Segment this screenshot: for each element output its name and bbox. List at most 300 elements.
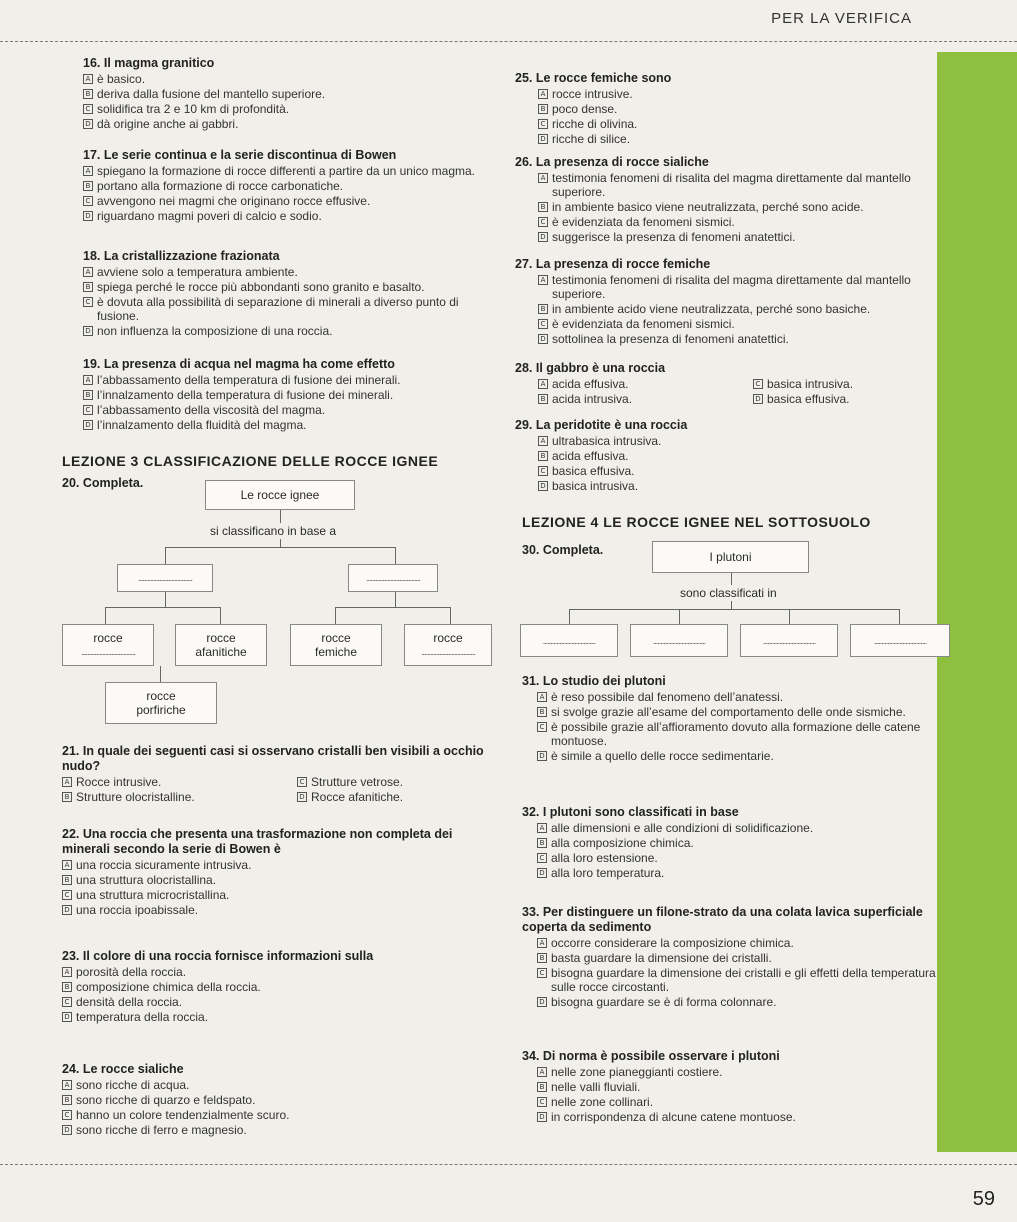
question-32 [522, 805, 932, 880]
option-b[interactable] [62, 790, 297, 804]
option-a[interactable] [537, 936, 962, 950]
question-title: 17. Le serie continua e la serie discontinua di Bowen [83, 148, 397, 162]
option-letter-box[interactable]: A [83, 166, 93, 176]
options [515, 273, 915, 346]
question-title: 22. Una roccia che presenta una trasformazione non completa dei minerali secondo la serie di Bowen è [62, 827, 453, 856]
option-text: basta guardare la dimensione dei cristalli. [551, 951, 772, 965]
option-letter-box[interactable]: A [537, 692, 547, 702]
option-text: riguardano magmi poveri di calcio e sodio. [97, 209, 322, 223]
connector-line [105, 607, 106, 624]
options [515, 87, 915, 146]
question-title: 18. La cristallizzazione frazionata [83, 249, 280, 263]
option-text: acida effusiva. [552, 449, 629, 463]
question-title: 25. Le rocce femiche sono [515, 71, 672, 85]
option-letter-box[interactable]: D [297, 792, 307, 802]
options [62, 858, 502, 917]
option-text: una roccia ipoabissale. [76, 903, 199, 917]
option-text: spiegano la formazione di rocce differenti a partire da un unico magma. [97, 164, 475, 178]
option-letter-box[interactable]: C [83, 196, 93, 206]
option-text: ricche di olivina. [552, 117, 638, 131]
option-letter-box[interactable]: A [83, 74, 93, 84]
option-text: in ambiente acido viene neutralizzata, perché sono basiche. [552, 302, 871, 316]
option-text: ricche di silice. [552, 132, 631, 146]
option-letter-box[interactable]: A [538, 379, 548, 389]
question-title: 33. Per distinguere un filone-strato da una colata lavica superficiale coperta da sedimento [522, 905, 923, 934]
option-b[interactable] [538, 449, 915, 463]
option-text: deriva dalla fusione del mantello superiore. [97, 87, 326, 101]
option-b[interactable] [62, 980, 502, 994]
option-letter-box[interactable]: C [83, 297, 93, 307]
option-letter-box[interactable]: B [62, 792, 72, 802]
option-letter-box[interactable]: D [62, 1012, 72, 1022]
option-d[interactable] [538, 332, 915, 346]
option-letter-box[interactable]: D [538, 232, 548, 242]
option-d[interactable] [83, 418, 503, 432]
option-letter-box[interactable]: B [83, 181, 93, 191]
option-letter-box[interactable]: C [538, 119, 548, 129]
connector-line [569, 609, 899, 610]
option-letter-box[interactable]: B [538, 304, 548, 314]
option-letter-box[interactable]: C [537, 1097, 547, 1107]
option-a[interactable] [83, 265, 483, 279]
question-30-title: 30. Completa. [522, 543, 604, 557]
option-letter-box[interactable]: D [537, 1112, 547, 1122]
option-text: in ambiente basico viene neutralizzata, perché sono acide. [552, 200, 864, 214]
option-text: porosità della roccia. [76, 965, 187, 979]
option-letter-box[interactable]: B [538, 451, 548, 461]
option-c[interactable] [538, 464, 915, 478]
connector-line [395, 592, 396, 607]
option-c[interactable] [537, 720, 932, 748]
question-title: 31. Lo studio dei plutoni [522, 674, 666, 688]
option-text: ultrabasica intrusiva. [552, 434, 662, 448]
option-text: basica effusiva. [552, 464, 635, 478]
option-letter-box[interactable]: A [62, 860, 72, 870]
option-letter-box[interactable]: B [83, 390, 93, 400]
option-letter-box[interactable]: D [538, 481, 548, 491]
option-a[interactable] [537, 1065, 942, 1079]
options [83, 72, 503, 131]
option-text: nelle valli fluviali. [551, 1080, 641, 1094]
option-text: una struttura olocristallina. [76, 873, 217, 887]
question-26 [515, 155, 915, 244]
option-d[interactable] [62, 903, 502, 917]
option-letter-box[interactable]: B [83, 282, 93, 292]
connector-line [220, 607, 221, 624]
option-text: occorre considerare la composizione chimica. [551, 936, 794, 950]
option-letter-box[interactable]: D [538, 334, 548, 344]
fill-in-box[interactable] [850, 624, 950, 657]
option-text: avviene solo a temperatura ambiente. [97, 265, 298, 279]
fill-in-box[interactable] [117, 564, 213, 592]
option-d[interactable] [753, 392, 903, 406]
option-b[interactable] [83, 179, 503, 193]
option-a[interactable] [537, 690, 932, 704]
connector-line [280, 510, 281, 523]
option-letter-box[interactable]: C [537, 722, 547, 732]
fill-in-blank[interactable]: .................................... [80, 647, 136, 657]
question-title: 26. La presenza di rocce sialiche [515, 155, 709, 169]
option-a[interactable] [538, 171, 915, 199]
fill-in-blank[interactable]: .................................... [420, 647, 476, 657]
option-a[interactable] [538, 87, 915, 101]
option-b[interactable] [538, 200, 915, 214]
option-letter-box[interactable]: C [538, 466, 548, 476]
fill-in-box[interactable] [740, 624, 838, 657]
option-letter-box[interactable]: D [537, 868, 547, 878]
option-letter-box[interactable]: A [538, 89, 548, 99]
option-letter-box[interactable]: D [537, 751, 547, 761]
fill-in-box[interactable] [348, 564, 438, 592]
option-text: solidifica tra 2 e 10 km di profondità. [97, 102, 290, 116]
option-a[interactable] [62, 858, 502, 872]
option-letter-box[interactable]: B [538, 104, 548, 114]
option-letter-box[interactable]: D [83, 326, 93, 336]
option-text: alla loro temperatura. [551, 866, 665, 880]
option-text: acida intrusiva. [552, 392, 633, 406]
option-letter-box[interactable]: C [62, 890, 72, 900]
options [83, 265, 483, 338]
option-text: è dovuta alla possibilità di separazione di minerali a diverso punto di fusione. [97, 295, 459, 323]
option-text: alla loro estensione. [551, 851, 658, 865]
connector-line [679, 609, 680, 624]
question-34 [522, 1049, 942, 1124]
option-letter-box[interactable]: A [83, 375, 93, 385]
page-number: 59 [972, 1188, 995, 1210]
option-text: Strutture vetrose. [311, 775, 404, 789]
option-text: basica intrusiva. [552, 479, 639, 493]
option-text: sono ricche di acqua. [76, 1078, 190, 1092]
fill-in-blank[interactable]: .................................... [365, 573, 421, 583]
option-letter-box[interactable]: B [538, 202, 548, 212]
connector-line [105, 607, 220, 608]
option-c[interactable] [83, 102, 503, 116]
option-letter-box[interactable]: B [537, 707, 547, 717]
option-text: è reso possibile dal fenomeno dell’anatessi. [551, 690, 784, 704]
option-letter-box[interactable]: A [538, 436, 548, 446]
option-letter-box[interactable]: C [538, 319, 548, 329]
option-letter-box[interactable]: D [83, 119, 93, 129]
options [83, 164, 503, 223]
option-b[interactable] [62, 1093, 502, 1107]
option-text: una struttura microcristallina. [76, 888, 230, 902]
connector-line [569, 609, 570, 624]
concept-root-box: Le rocce ignee [205, 480, 355, 510]
connector-line [395, 547, 396, 564]
options [522, 821, 932, 880]
question-title: 23. Il colore di una roccia fornisce informazioni sulla [62, 949, 374, 963]
option-b[interactable] [538, 302, 915, 316]
option-letter-box[interactable]: A [537, 823, 547, 833]
connector-line [165, 547, 395, 548]
option-d[interactable] [83, 324, 483, 338]
option-d[interactable] [62, 1123, 502, 1137]
option-text: basica effusiva. [767, 392, 850, 406]
rocce-afanitiche-box: rocce afanitiche [175, 624, 267, 666]
option-c[interactable] [83, 295, 483, 323]
option-letter-box[interactable]: D [62, 1125, 72, 1135]
fill-in-blank[interactable]: ................................... [873, 635, 927, 646]
option-text: è possibile grazie all’affioramento dovuto alla formazione delle catene montuose. [551, 720, 921, 748]
fill-in-blank[interactable]: ................................... [762, 635, 816, 646]
option-text: Strutture olocristalline. [76, 790, 195, 804]
option-text: temperatura della roccia. [76, 1010, 209, 1024]
question-28 [515, 361, 915, 406]
question-title: 19. La presenza di acqua nel magma ha come effetto [83, 357, 395, 371]
option-text: si svolge grazie all’esame del comportamento delle onde sismiche. [551, 705, 906, 719]
option-d[interactable] [537, 1110, 942, 1124]
option-letter-box[interactable]: D [753, 394, 763, 404]
option-letter-box[interactable]: A [537, 938, 547, 948]
question-25 [515, 71, 915, 146]
question-title: 24. Le rocce sialiche [62, 1062, 184, 1076]
options [515, 434, 915, 493]
option-c[interactable] [538, 117, 915, 131]
option-text: composizione chimica della roccia. [76, 980, 261, 994]
option-letter-box[interactable]: D [538, 134, 548, 144]
option-letter-box[interactable]: D [62, 905, 72, 915]
option-text: l’innalzamento della fluidità del magma. [97, 418, 307, 432]
options [522, 1065, 942, 1124]
option-text: suggerisce la presenza di fenomeni anatettici. [552, 230, 796, 244]
rocce-box-1[interactable]: rocce .................................... [62, 624, 154, 666]
options [515, 376, 915, 406]
option-text: alla composizione chimica. [551, 836, 694, 850]
fill-in-blank[interactable]: ................................... [652, 635, 706, 646]
option-a[interactable] [83, 373, 503, 387]
question-title: 34. Di norma è possibile osservare i plutoni [522, 1049, 780, 1063]
option-d[interactable] [537, 866, 932, 880]
question-16 [83, 56, 503, 131]
connector-line [731, 601, 732, 609]
options [515, 171, 915, 244]
option-text: rocce intrusive. [552, 87, 633, 101]
option-text: densità della roccia. [76, 995, 183, 1009]
question-18 [83, 249, 483, 338]
options [83, 373, 503, 432]
connector-line [450, 607, 451, 624]
question-21 [62, 744, 492, 804]
option-letter-box[interactable]: D [83, 420, 93, 430]
option-text: alle dimensioni e alle condizioni di solidificazione. [551, 821, 814, 835]
question-17 [83, 148, 503, 223]
option-text: poco dense. [552, 102, 618, 116]
question-31 [522, 674, 932, 763]
question-title: 29. La peridotite è una roccia [515, 418, 688, 432]
option-d[interactable] [297, 790, 492, 804]
connector-line [165, 592, 166, 607]
option-b[interactable] [62, 873, 502, 887]
option-c[interactable] [537, 851, 932, 865]
question-22 [62, 827, 502, 917]
connector-line [165, 547, 166, 564]
option-a[interactable] [62, 1078, 502, 1092]
option-c[interactable] [537, 966, 962, 994]
option-d[interactable] [538, 132, 915, 146]
option-letter-box[interactable]: C [297, 777, 307, 787]
options [522, 690, 932, 763]
question-19 [83, 357, 503, 432]
option-letter-box[interactable]: C [83, 405, 93, 415]
fill-in-box[interactable] [630, 624, 728, 657]
option-c[interactable] [753, 377, 903, 391]
option-text: spiega perché le rocce più abbondanti sono granito e basalto. [97, 280, 425, 294]
question-title: 32. I plutoni sono classificati in base [522, 805, 739, 819]
question-title: 28. Il gabbro è una roccia [515, 361, 666, 375]
option-c[interactable] [537, 1095, 942, 1109]
option-d[interactable] [83, 117, 503, 131]
option-c[interactable] [62, 1108, 502, 1122]
option-d[interactable] [538, 479, 915, 493]
option-letter-box[interactable]: A [83, 267, 93, 277]
fill-in-blank[interactable]: .................................... [137, 573, 193, 583]
option-c[interactable] [538, 215, 915, 229]
question-27 [515, 257, 915, 346]
option-letter-box[interactable]: A [62, 777, 72, 787]
page-header-title: PER LA VERIFICA [771, 10, 912, 27]
options [62, 1078, 502, 1137]
lesson-3-heading: LEZIONE 3 CLASSIFICAZIONE DELLE ROCCE IGNEE [62, 453, 439, 469]
connector-line [335, 607, 336, 624]
options [522, 936, 962, 1009]
option-c[interactable] [83, 194, 503, 208]
option-b[interactable] [83, 280, 483, 294]
option-b[interactable] [537, 1080, 942, 1094]
option-a[interactable] [83, 164, 503, 178]
option-d[interactable] [537, 749, 932, 763]
question-title: 21. In quale dei seguenti casi si osservano cristalli ben visibili a occhio nudo? [62, 744, 484, 773]
option-letter-box[interactable]: B [537, 838, 547, 848]
option-b[interactable] [537, 951, 962, 965]
option-b[interactable] [83, 87, 503, 101]
concept-connector-text: sono classificati in [680, 586, 777, 600]
concept-connector-text: si classificano in base a [210, 524, 337, 538]
option-a[interactable] [538, 434, 915, 448]
option-a[interactable] [83, 72, 503, 86]
option-text: bisogna guardare la dimensione dei cristalli e gli effetti della temperatura sulle rocce circostanti. [551, 966, 936, 994]
option-text: è evidenziata da fenomeni sismici. [552, 317, 735, 331]
question-20-title: 20. Completa. [62, 476, 144, 490]
option-text: sottolinea la presenza di fenomeni anatettici. [552, 332, 789, 346]
lesson-4-heading: LEZIONE 4 LE ROCCE IGNEE NEL SOTTOSUOLO [522, 514, 871, 530]
option-text: basica intrusiva. [767, 377, 854, 391]
option-a[interactable] [62, 775, 297, 789]
option-letter-box[interactable]: A [538, 173, 548, 183]
option-letter-box[interactable]: B [62, 875, 72, 885]
option-d[interactable] [537, 995, 962, 1009]
option-a[interactable] [537, 821, 932, 835]
question-23 [62, 949, 502, 1024]
option-letter-box[interactable]: D [537, 997, 547, 1007]
option-letter-box[interactable]: B [62, 982, 72, 992]
option-d[interactable] [538, 230, 915, 244]
option-text: sono ricche di quarzo e feldspato. [76, 1093, 256, 1107]
rocce-porfiriche-box: rocce porfiriche [105, 682, 217, 724]
option-letter-box[interactable]: B [537, 1082, 547, 1092]
option-text: dà origine anche ai gabbri. [97, 117, 239, 131]
fill-in-blank[interactable]: ................................... [542, 635, 596, 646]
question-24 [62, 1062, 502, 1137]
option-text: è basico. [97, 72, 146, 86]
option-text: una roccia sicuramente intrusiva. [76, 858, 252, 872]
option-text: non influenza la composizione di una roccia. [97, 324, 333, 338]
option-letter-box[interactable]: A [537, 1067, 547, 1077]
connector-line [160, 666, 161, 682]
option-b[interactable] [537, 705, 932, 719]
option-c[interactable] [62, 995, 502, 1009]
option-letter-box[interactable]: C [537, 968, 547, 978]
option-a[interactable] [538, 377, 753, 391]
option-letter-box[interactable]: C [538, 217, 548, 227]
fill-in-box[interactable] [520, 624, 618, 657]
connector-line [789, 609, 790, 624]
connector-line [731, 573, 732, 585]
option-text: sono ricche di ferro e magnesio. [76, 1123, 247, 1137]
option-c[interactable] [62, 888, 502, 902]
options [62, 965, 502, 1024]
option-letter-box[interactable]: A [62, 1080, 72, 1090]
option-letter-box[interactable]: D [83, 211, 93, 221]
question-title: 16. Il magma granitico [83, 56, 215, 70]
option-text: avvengono nei magmi che originano rocce effusive. [97, 194, 371, 208]
option-text: Rocce intrusive. [76, 775, 162, 789]
option-text: l’abbassamento della viscosità del magma. [97, 403, 326, 417]
option-letter-box[interactable]: C [62, 1110, 72, 1120]
option-text: è evidenziata da fenomeni sismici. [552, 215, 735, 229]
option-letter-box[interactable]: B [83, 89, 93, 99]
option-text: Rocce afanitiche. [311, 790, 404, 804]
option-text: nelle zone collinari. [551, 1095, 654, 1109]
option-text: l’innalzamento della temperatura di fusione dei minerali. [97, 388, 394, 402]
option-c[interactable] [538, 317, 915, 331]
rocce-box-4[interactable]: rocce .................................... [404, 624, 492, 666]
option-b[interactable] [537, 836, 932, 850]
option-letter-box[interactable]: B [537, 953, 547, 963]
option-letter-box[interactable]: A [62, 967, 72, 977]
option-text: testimonia fenomeni di risalita del magma direttamente dal mantello superiore. [552, 273, 911, 301]
option-letter-box[interactable]: B [538, 394, 548, 404]
option-text: acida effusiva. [552, 377, 629, 391]
option-d[interactable] [83, 209, 503, 223]
question-33 [522, 905, 962, 1009]
option-letter-box[interactable]: C [537, 853, 547, 863]
connector-line [899, 609, 900, 624]
option-a[interactable] [538, 273, 915, 301]
option-d[interactable] [62, 1010, 502, 1024]
rocce-femiche-box: rocce femiche [290, 624, 382, 666]
option-text: portano alla formazione di rocce carbonatiche. [97, 179, 344, 193]
option-b[interactable] [538, 102, 915, 116]
connector-line [280, 539, 281, 547]
option-c[interactable] [83, 403, 503, 417]
option-text: in corrispondenza di alcune catene montuose. [551, 1110, 796, 1124]
options [62, 774, 492, 804]
option-letter-box[interactable]: B [62, 1095, 72, 1105]
option-letter-box[interactable]: C [83, 104, 93, 114]
option-text: hanno un colore tendenzialmente scuro. [76, 1108, 290, 1122]
option-letter-box[interactable]: A [538, 275, 548, 285]
option-a[interactable] [62, 965, 502, 979]
option-letter-box[interactable]: C [753, 379, 763, 389]
question-29 [515, 418, 915, 493]
option-text: nelle zone pianeggianti costiere. [551, 1065, 723, 1079]
connector-line [335, 607, 450, 608]
bottom-divider [0, 1164, 1017, 1165]
option-c[interactable] [297, 775, 492, 789]
option-b[interactable] [83, 388, 503, 402]
option-letter-box[interactable]: C [62, 997, 72, 1007]
option-b[interactable] [538, 392, 753, 406]
